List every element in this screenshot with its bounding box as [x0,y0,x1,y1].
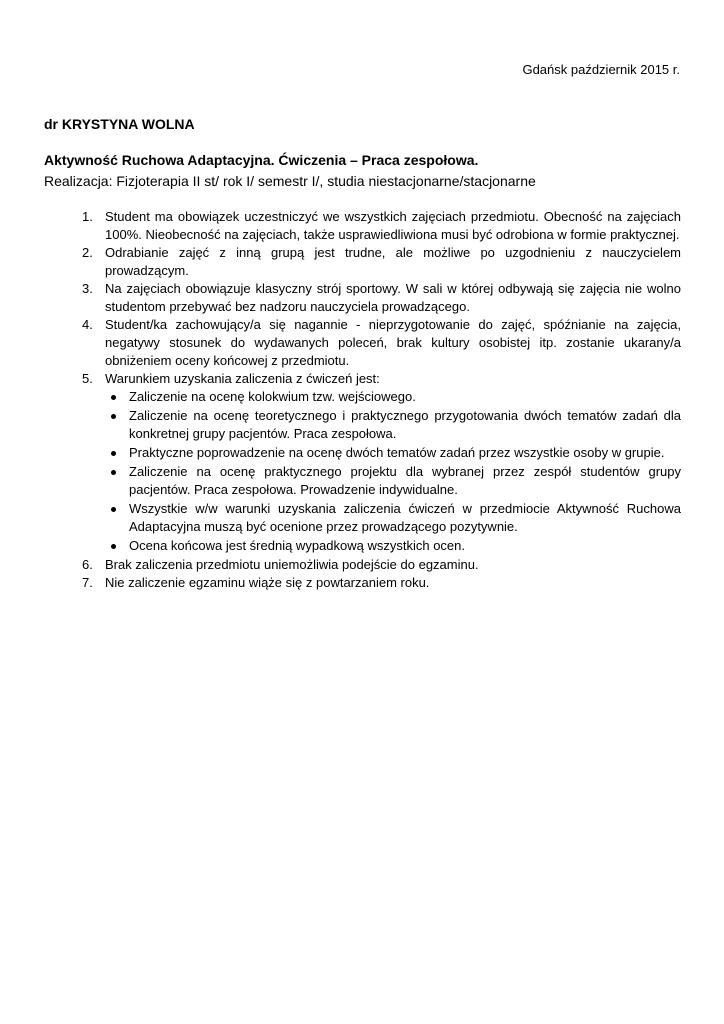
conditions-list [105,388,681,555]
rule-item [76,574,681,592]
rule-item [76,208,681,244]
bullet-icon [111,507,116,512]
condition-text: Wszystkie w/w warunki uzyskania zaliczenia ćwiczeń w przedmiocie Aktywność Ruchowa Adaptacyjna muszą być ocenione przez prowadzącego pozytywnie. [129,501,681,534]
rule-number: 3. [82,281,93,296]
rule-item [76,244,681,280]
rule-number: 2. [82,245,93,260]
bullet-icon [111,544,116,549]
rule-text: Student ma obowiązek uczestniczyć we wszystkich zajęciach przedmiotu. Obecność na zajęciach 100%. Nieobecność na zajęciach, także usprawiedliwiona musi być odrobiona w formie praktycznej. [105,209,681,242]
rule-item [76,556,681,574]
condition-item [103,537,681,555]
bullet-icon [111,470,116,475]
condition-item [103,388,681,406]
condition-item [103,407,681,443]
rule-number: 6. [82,557,93,572]
rule-text: Warunkiem uzyskania zaliczenia z ćwiczeń jest: [105,371,380,386]
author-name: dr KRYSTYNA WOLNA [44,116,195,132]
course-title: Aktywność Ruchowa Adaptacyjna. Ćwiczenia – Praca zespołowa. [44,152,479,168]
rule-text: Na zajęciach obowiązuje klasyczny strój sportowy. W sali w której odbywają się zajęcia nie wolno studentom przebywać bez nadzoru nauczyciela prowadzącego. [105,281,681,314]
rule-number: 5. [82,371,93,386]
rule-number: 1. [82,209,93,224]
condition-text: Zaliczenie na ocenę praktycznego projektu dla wybranej przez zespół studentów grupy pacjentów. Praca zespołowa. Prowadzenie indywidualne. [129,464,681,497]
rules-list [76,208,681,592]
condition-text: Zaliczenie na ocenę kolokwium tzw. wejściowego. [129,389,416,404]
rule-text: Student/ka zachowujący/a się nagannie - nieprzygotowanie do zajęć, spóźnianie na zajęcia, negatywy stosunek do wydawanych poleceń, brak kultury osobistej itp. zostanie ukarany/a obniżeniem oceny końcowej z przedmiotu. [105,317,681,368]
bullet-icon [111,395,116,400]
condition-item [103,463,681,499]
condition-item [103,500,681,536]
course-realization: Realizacja: Fizjoterapia II st/ rok I/ semestr I/, studia niestacjonarne/stacjonarne [44,173,536,189]
rule-number: 7. [82,575,93,590]
rule-text: Brak zaliczenia przedmiotu uniemożliwia podejście do egzaminu. [105,557,479,572]
bullet-icon [111,451,116,456]
condition-item [103,444,681,462]
condition-text: Zaliczenie na ocenę teoretycznego i praktycznego przygotowania dwóch tematów zadań dla konkretnej grupy pacjentów. Praca zespołowa. [129,408,681,441]
bullet-icon [111,414,116,419]
rule-text: Nie zaliczenie egzaminu wiąże się z powtarzaniem roku. [105,575,430,590]
rule-item [76,370,681,555]
condition-text: Ocena końcowa jest średnią wypadkową wszystkich ocen. [129,538,465,553]
rule-text: Odrabianie zajęć z inną grupą jest trudne, ale możliwe po uzgodnieniu z nauczycielem prowadzącym. [105,245,681,278]
rule-item [76,280,681,316]
condition-text: Praktyczne poprowadzenie na ocenę dwóch tematów zadań przez wszystkie osoby w grupie. [129,445,665,460]
rule-number: 4. [82,317,93,332]
document-date: Gdańsk październik 2015 r. [522,62,680,77]
rule-item [76,316,681,370]
